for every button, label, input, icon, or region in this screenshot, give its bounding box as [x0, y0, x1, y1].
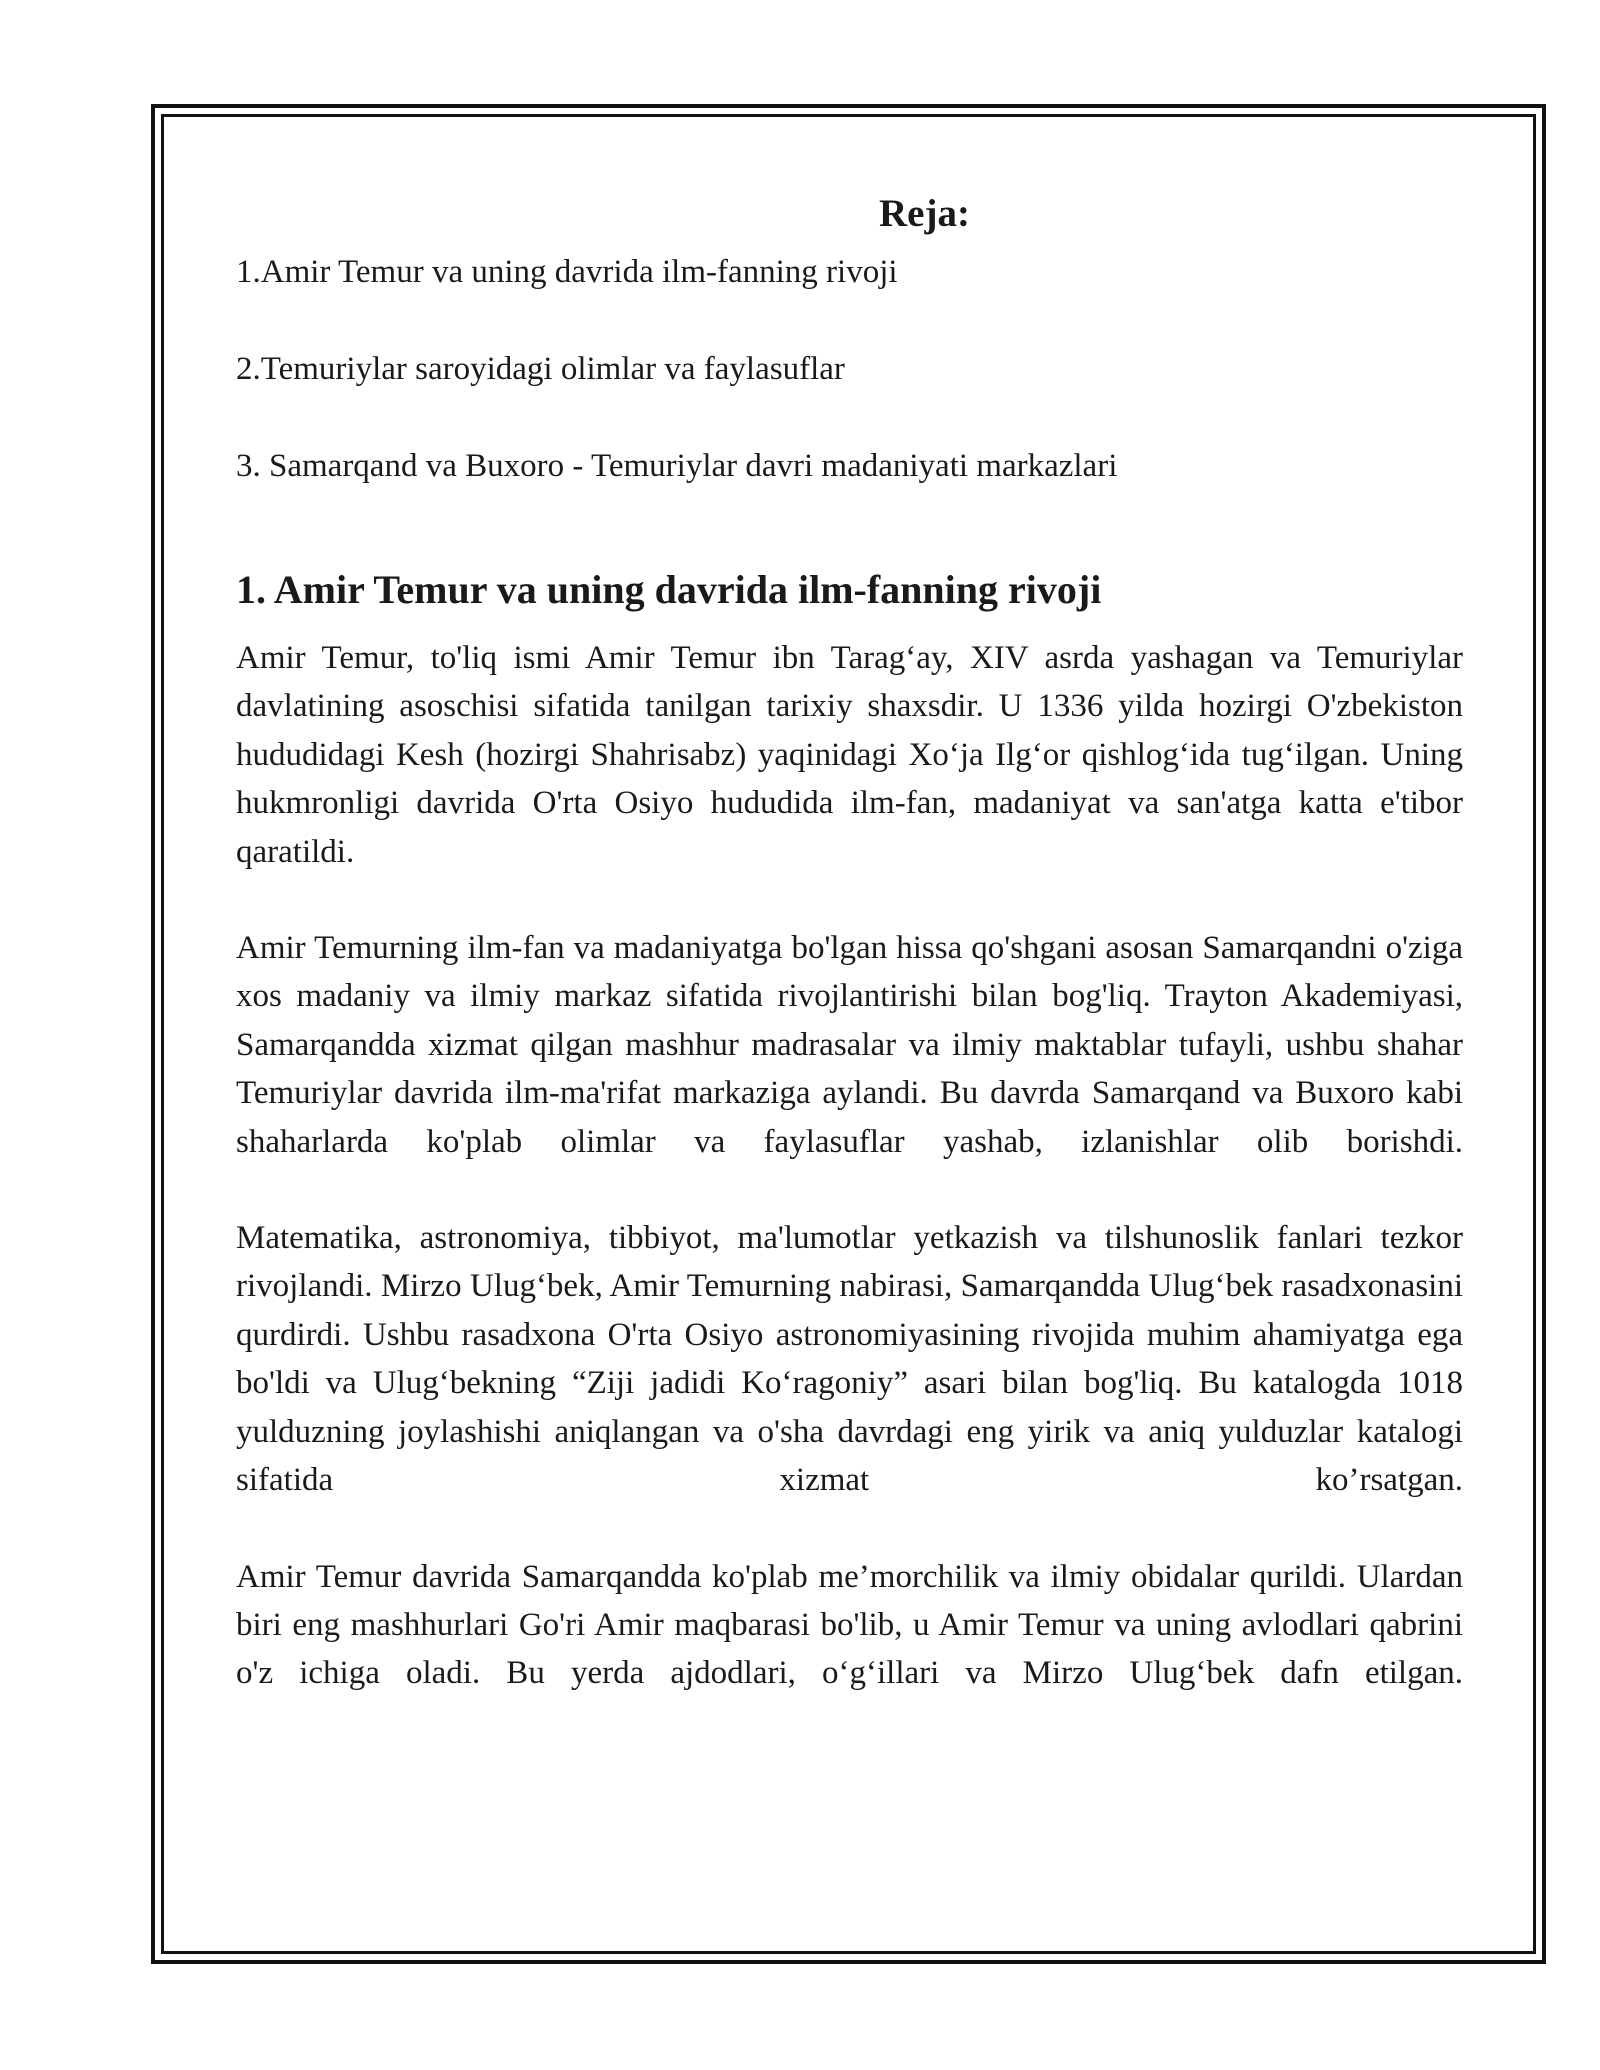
plan-item-2: 2.Temuriylar saroyidagi olimlar va faylasuflar	[236, 351, 845, 387]
plan-title: Reja:	[879, 192, 970, 235]
paragraph-3: Matematika, astronomiya, tibbiyot, ma'lumotlar yetkazish va tilshunoslik fanlari tezkor rivojlandi. Mirzo Ulug‘bek, Amir Temurning nabirasi, Samarqandda Ulug‘bek rasadxonasini qurdirdi. Ushbu rasadxona O'rta Osiyo astronomiyasining rivojida muhim ahamiyatga ega bo'ldi va Ulug‘bekning “Ziji jadidi Ko‘ragoniy” asari bilan bog'liq. Bu katalogda 1018 yulduzning joylashishi aniqlangan va o'sha davrdagi eng yirik va aniq yulduzlar katalogi sifatida xizmat ko’rsatgan.	[236, 1220, 1463, 1499]
plan-list	[236, 248, 1463, 490]
section-heading: 1. Amir Temur va uning davrida ilm-fanning rivoji	[236, 567, 1102, 612]
paragraph-1: Amir Temur, to'liq ismi Amir Temur ibn Tarag‘ay, XIV asrda yashagan va Temuriylar davlatining asoschisi sifatida tanilgan tarixiy shaxsdir. U 1336 yilda hozirgi O'zbekiston hududidagi Kesh (hozirgi Shahrisabz) yaqinidagi Xo‘ja Ilg‘or qishlog‘ida tug‘ilgan. Uning hukmronligi davrida O'rta Osiyo hududida ilm-fan, madaniyat va san'atga katta e'tibor qaratildi.	[236, 640, 1463, 870]
paragraph-4: Amir Temur davrida Samarqandda ko'plab me’morchilik va ilmiy obidalar qurildi. Ulardan biri eng mashhurlari Go'ri Amir maqbarasi bo'lib, u Amir Temur va uning avlodlari qabrini o'z ichiga oladi. Bu yerda ajdodlari, o‘g‘illari va Mirzo Ulug‘bek dafn etilgan.	[236, 1558, 1463, 1692]
plan-item-1: 1.Amir Temur va uning davrida ilm-fanning rivoji	[236, 254, 898, 290]
paragraph-2: Amir Temurning ilm-fan va madaniyatga bo'lgan hissa qo'shgani asosan Samarqandni o'ziga xos madaniy va ilmiy markaz sifatida rivojlantirishi bilan bog'liq. Trayton Akademiyasi, Samarqandda xizmat qilgan mashhur madrasalar va ilmiy maktablar tufayli, ushbu shahar Temuriylar davrida ilm-ma'rifat markaziga aylandi. Bu davrda Samarqand va Buxoro kabi shaharlarda ko'plab olimlar va faylasuflar yashab, izlanishlar olib borishdi.	[236, 930, 1463, 1160]
plan-item-3: 3. Samarqand va Buxoro - Temuriylar davri madaniyati markazlari	[236, 448, 1118, 484]
document-content	[236, 186, 1463, 1746]
